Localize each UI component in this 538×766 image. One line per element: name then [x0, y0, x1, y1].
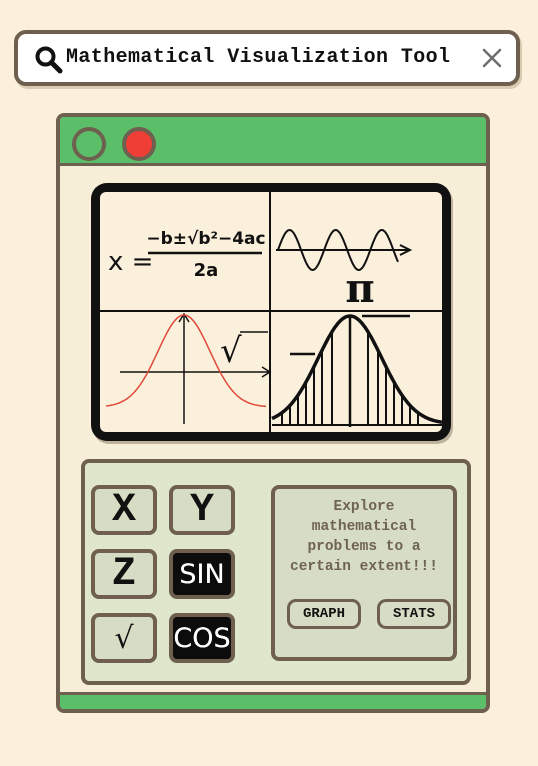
- key-y[interactable]: Y: [169, 485, 235, 535]
- key-sqrt[interactable]: [91, 613, 157, 663]
- formula-denominator: 2a: [193, 260, 219, 281]
- sqrt-symbol: √: [220, 331, 242, 371]
- close-icon[interactable]: [478, 44, 506, 72]
- key-z[interactable]: Z: [91, 549, 157, 599]
- key-cos[interactable]: [169, 613, 235, 663]
- info-text: Explore mathematical problems to a certain extent!!!: [290, 499, 438, 575]
- window-minimize-button[interactable]: [72, 127, 106, 161]
- window-close-button[interactable]: [122, 127, 156, 161]
- stats-button[interactable]: STATS: [377, 599, 451, 629]
- key-x[interactable]: X: [91, 485, 157, 535]
- pi-symbol: π: [345, 265, 375, 312]
- search-input[interactable]: Mathematical Visualization Tool: [66, 46, 451, 69]
- key-sin[interactable]: [169, 549, 235, 599]
- title-bar: [60, 117, 486, 166]
- formula-numerator: −b±√b²−4ac: [146, 229, 266, 249]
- key-cos-label: COS: [173, 622, 231, 654]
- search-icon: [34, 45, 64, 75]
- graph-button[interactable]: GRAPH: [287, 599, 361, 629]
- search-bar[interactable]: [14, 30, 520, 86]
- info-panel: [271, 485, 457, 661]
- footer-bar: [60, 692, 486, 709]
- key-sin-label: SIN: [179, 558, 225, 590]
- key-sqrt-label: √: [114, 620, 134, 656]
- app-window: [56, 113, 490, 713]
- keypad-panel: [81, 459, 471, 685]
- math-display: [91, 183, 451, 441]
- formula-x: x =: [108, 247, 154, 277]
